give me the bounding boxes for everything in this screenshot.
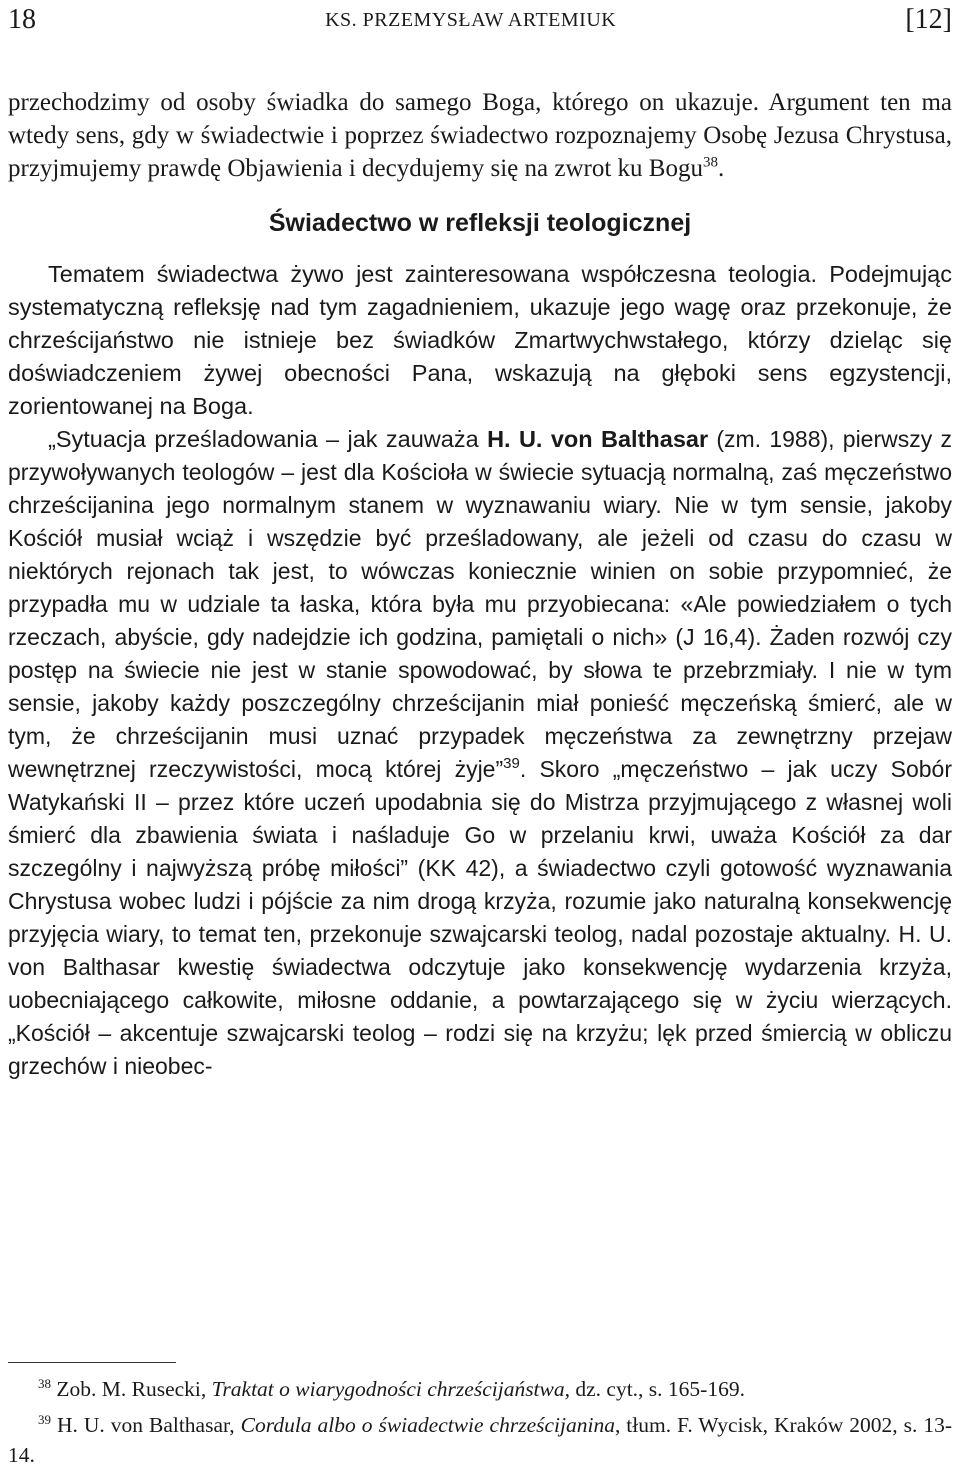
footnote-39 [8, 1410, 952, 1470]
author-name: H. U. von Balthasar [487, 426, 709, 452]
page-number: 18 [8, 4, 36, 35]
footnote-ref-38[interactable]: 38 [702, 154, 718, 171]
footnote-text: dz. cyt., s. 165-169. [570, 1377, 745, 1401]
running-title: KS. PRZEMYSŁAW ARTEMIUK [325, 8, 617, 31]
paragraph-lead: „Sytuacja prześladowania – jak zauważa [48, 426, 488, 452]
footnote-ref-39[interactable]: 39 [503, 755, 520, 773]
footnote-text: , tłum. F. Wycisk, Kraków 2002, s. 13-14. [8, 1413, 953, 1467]
paragraph-text: (zm. 1988), pierwszy z przywoływanych teologów – jest dla Kościoła w świecie sytuacją normalną, zaś męczeństwo chrześcijanina jego normalnym stanem w wyznawaniu wiary. Nie w tym sensie, jakoby Kościół musiał wciąż i wszędzie być prześladowany, ale jeżeli od czasu do czasu w niektórych rejonach tak jest, to wówczas koniecznie winien on sobie przypomnieć, że przypadła mu w udziale ta łaska, która była mu przyobiecana: «Ale powiedziałem o tych rzeczach, abyście, gdy nadejdzie ich godzina, pamiętali o nich» (J 16,4). Żaden rozwój czy postęp na świecie nie jest w stanie spowodować, by słowa te przebrzmiały. I nie w tym sensie, jakoby każdy poszczególny chrześcijanin miał ponieść męczeńską śmierć, ale w tym, że chrześcijanin musi uznać przypadek męczeństwa za zewnętrzny przejaw wewnętrznej rzeczywistości, mocą której żyje” [8, 426, 952, 782]
footnote-text: Zob. M. Rusecki, [56, 1377, 212, 1401]
footnotes [8, 1374, 952, 1476]
footnote-title: Traktat o wiarygodności chrześcijaństwa, [211, 1377, 570, 1401]
paragraph-text: przechodzimy od osoby świadka do samego Boga, którego on ukazuje. Argument ten ma wtedy sens, gdy w świadectwie i poprzez świadectwo rozpoznajemy Osobę Jezusa Chrystusa, przyjmujemy prawdę Objawienia i decydujemy się na zwrot ku Bogu [8, 89, 952, 182]
paragraph-continuation [8, 86, 952, 185]
paragraph-end: . [717, 155, 725, 182]
chapter-marker: [12] [905, 4, 952, 35]
paragraph-intro: Tematem świadectwa żywo jest zainteresowana współczesna teologia. Podejmując systematyczną refleksję nad tym zagadnieniem, ukazuje jego wagę oraz przekonuje, że chrześcijaństwo nie istnieje bez świadków Zmartwychwstałego, którzy dzieląc się doświadczeniem żywej obecności Pana, wskazują na głęboki sens egzystencji, zorientowanej na Boga. [8, 261, 952, 419]
footnote-separator [8, 1362, 176, 1363]
footnote-number: 38 [38, 1375, 51, 1391]
paragraph-balthasar [8, 423, 952, 1083]
section-heading: Świadectwo w refleksji teologicznej [268, 209, 692, 237]
page-header [8, 0, 952, 40]
footnote-38 [8, 1374, 952, 1404]
paragraph-tail: . Skoro „męczeństwo – jak uczy Sobór Watykański II – przez które uczeń upodabnia się do Mistrza przyjmującego z własnej woli śmierć dla zbawienia świata i naśladuje Go w przelaniu krwi, uważa Kościół za dar szczególny i najwyższą próbę miłości” (KK 42), a świadectwo czyli gotowość wyznawania Chrystusa wobec ludzi i pójście za nim drogą krzyża, rozumie jako naturalną konsekwencję przyjęcia wiary, to temat ten, przekonuje szwajcarski teolog, nadal pozostaje aktualny. H. U. von Balthasar kwestię świadectwa odczytuje jako konsekwencję wydarzenia krzyża, uobecniającego całkowite, miłosne oddanie, a powtarzającego się w życiu wierzących. „Kościół – akcentuje szwajcarski teolog – rodzi się na krzyżu; lęk przed śmiercią w obliczu grzechów i nieobec- [8, 756, 952, 1079]
footnote-title: Cordula albo o świadectwie chrześcijanina [240, 1413, 615, 1437]
main-text [8, 86, 952, 1083]
footnote-number: 39 [38, 1411, 51, 1427]
footnote-text: H. U. von Balthasar, [56, 1413, 241, 1437]
